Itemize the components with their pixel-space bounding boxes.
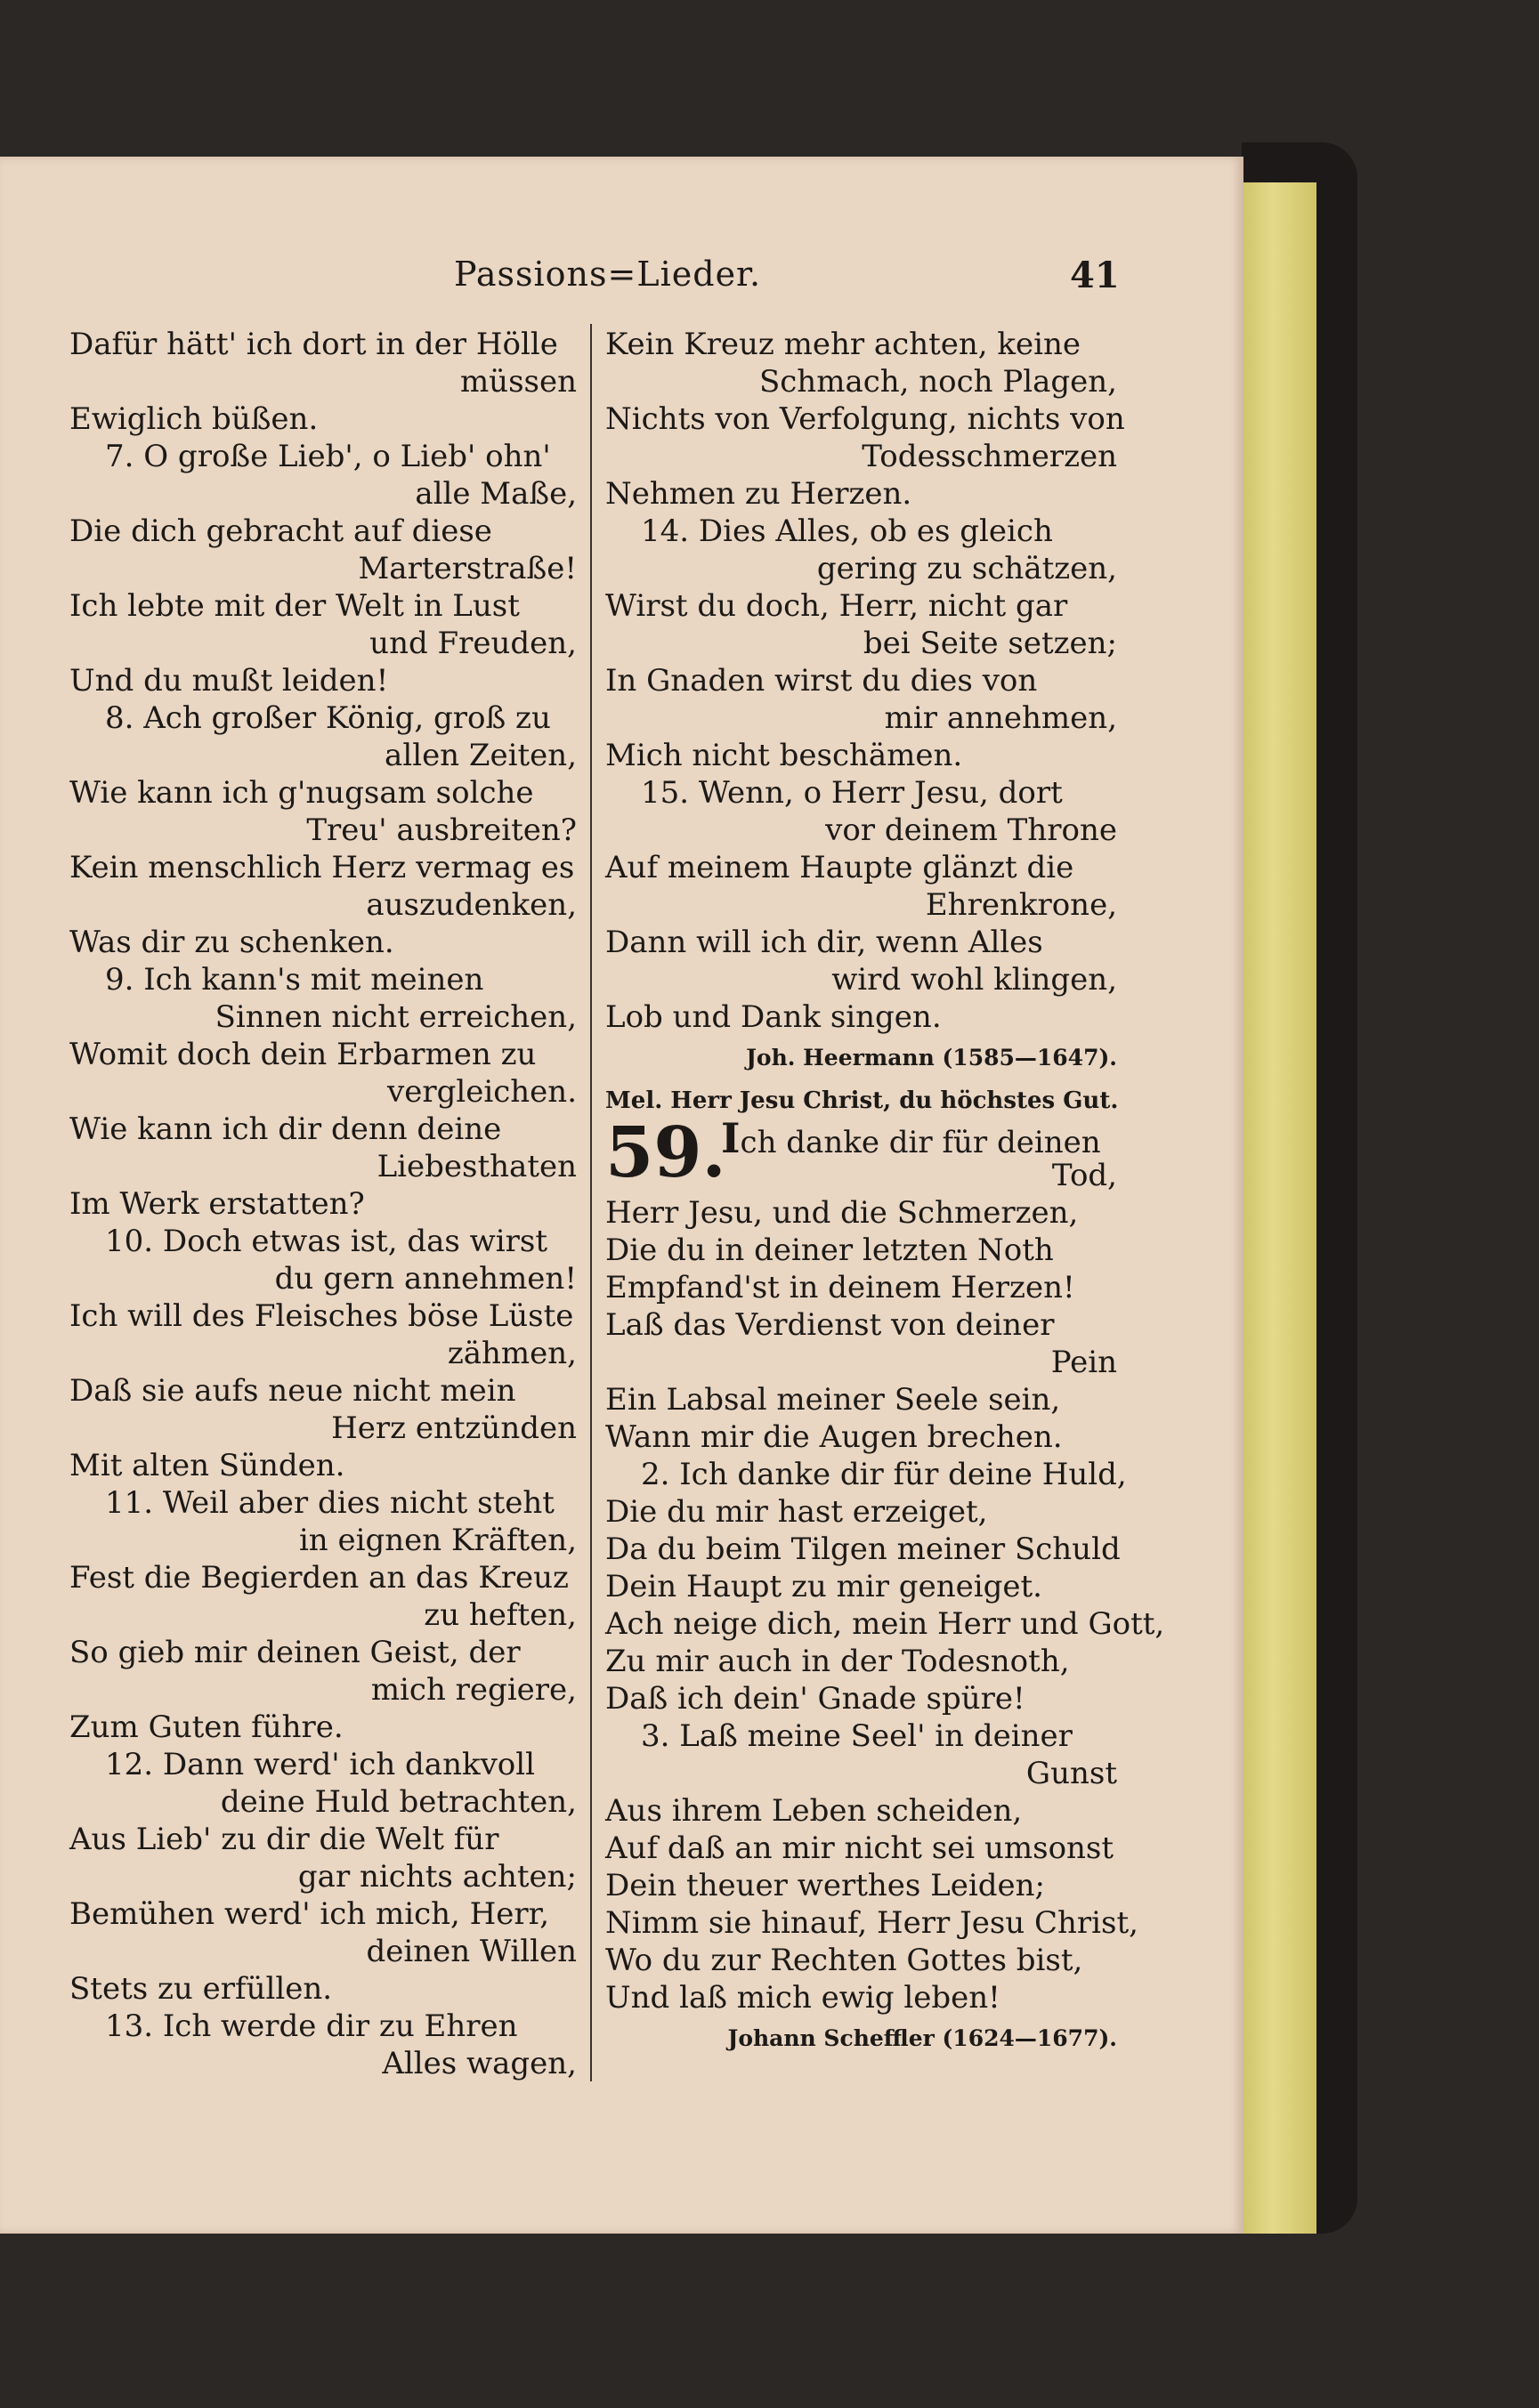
verse-line: 3. Laß meine Seel' in deiner	[641, 1718, 1073, 1754]
verse-line: Da du beim Tilgen meiner Schuld	[605, 1531, 1121, 1567]
verse-line: 15. Wenn, o Herr Jesu, dort	[641, 775, 1063, 811]
verse-line: mir annehmen,	[884, 700, 1117, 736]
verse-line: Mich nicht beschämen.	[605, 738, 963, 773]
verse-line: Ich will des Fleisches böse Lüste	[69, 1298, 574, 1334]
verse-line: Ich lebte mit der Welt in Lust	[69, 588, 520, 624]
verse-line: Wirst du doch, Herr, nicht gar	[605, 588, 1068, 624]
verse-line: Auf daß an mir nicht sei umsonst	[605, 1830, 1114, 1866]
column-divider	[590, 324, 592, 2081]
verse-line: Treu' ausbreiten?	[306, 812, 577, 848]
right-column	[605, 326, 1165, 2057]
verse-line: So gieb mir deinen Geist, der	[69, 1635, 521, 1670]
verse-line: Nimm sie hinauf, Herr Jesu Christ,	[605, 1905, 1138, 1941]
verse-line: Laß das Verdienst von deiner	[605, 1307, 1055, 1343]
verse-line: Herr Jesu, und die Schmerzen,	[605, 1195, 1079, 1231]
verse-line: Zum Guten führe.	[69, 1709, 344, 1745]
verse-line: vor deinem Throne	[825, 812, 1117, 848]
verse-line: Dafür hätt' ich dort in der Hölle	[69, 327, 558, 362]
verse-line: Schmach, noch Plagen,	[758, 364, 1117, 400]
verse-line: Bemühen werd' ich mich, Herr,	[69, 1896, 550, 1932]
verse-line: Stets zu erfüllen.	[69, 1971, 333, 2007]
running-head: Passions=Lieder.	[454, 255, 762, 294]
verse-line: Auf meinem Haupte glänzt die	[605, 850, 1074, 885]
verse-line: 11. Weil aber dies nicht steht	[105, 1485, 555, 1521]
verse-line: Dein theuer werthes Leiden;	[605, 1868, 1045, 1903]
verse-line: Die dich gebracht auf diese	[69, 513, 492, 549]
verse-line: gering zu schätzen,	[816, 551, 1117, 586]
hymn-first-line-cont: Tod,	[1051, 1158, 1117, 1193]
verse-line: und Freuden,	[369, 626, 577, 661]
page-number: 41	[1070, 255, 1120, 296]
verse-line: Fest die Begierden an das Kreuz	[69, 1560, 569, 1596]
verse-line: Ewiglich büßen.	[69, 401, 319, 437]
verse-line: Was dir zu schenken.	[69, 925, 394, 960]
right-column-top	[605, 326, 1125, 1036]
verse-line: mich regiere,	[370, 1672, 577, 1708]
verse-line: 13. Ich werde dir zu Ehren	[105, 2008, 518, 2044]
verse-line: Herz entzünden	[331, 1410, 577, 1446]
verse-line: 10. Doch etwas ist, das wirst	[105, 1224, 548, 1259]
verse-line: Wo du zur Rechten Gottes bist,	[605, 1943, 1083, 1978]
hymn-start	[605, 1112, 1117, 1194]
verse-line: Und laß mich ewig leben!	[605, 1980, 1000, 2016]
verse-line: deinen Willen	[366, 1934, 577, 1969]
verse-line: Mit alten Sünden.	[69, 1448, 345, 1483]
verse-line: alle Maße,	[415, 476, 577, 512]
verse-line: deine Huld betrachten,	[220, 1784, 577, 1820]
verse-line: 2. Ich danke dir für deine Huld,	[641, 1457, 1127, 1492]
verse-line: Die du in deiner letzten Noth	[605, 1232, 1054, 1268]
verse-line: Kein menschlich Herz vermag es	[69, 850, 575, 885]
verse-line: Ein Labsal meiner Seele sein,	[605, 1382, 1061, 1418]
verse-line: müssen	[459, 364, 577, 400]
verse-line: 9. Ich kann's mit meinen	[105, 962, 484, 998]
verse-line: Pein	[1050, 1345, 1117, 1380]
verse-line: Alles wagen,	[382, 2046, 577, 2081]
verse-line: Zu mir auch in der Todesnoth,	[605, 1644, 1070, 1679]
author-credit: Johann Scheffler (1624—1677).	[727, 2025, 1117, 2051]
page-edge	[1242, 182, 1316, 2234]
verse-line: Liebesthaten	[377, 1149, 577, 1184]
author-credit: Joh. Heermann (1585—1647).	[746, 1045, 1117, 1071]
hymn-first-line	[721, 1114, 1101, 1162]
verse-line: Daß sie aufs neue nicht mein	[69, 1373, 516, 1409]
verse-line: Sinnen nicht erreichen,	[215, 999, 577, 1035]
verse-line: Womit doch dein Erbarmen zu	[69, 1037, 537, 1072]
verse-line: Nehmen zu Herzen.	[605, 476, 912, 512]
verse-line: gar nichts achten;	[297, 1859, 577, 1895]
verse-line: Ach neige dich, mein Herr und Gott,	[605, 1606, 1165, 1642]
melody-line: Mel. Herr Jesu Christ, du höchstes Gut.	[605, 1087, 1119, 1114]
verse-line: Wie kann ich dir denn deine	[69, 1111, 502, 1147]
verse-line: Dein Haupt zu mir geneiget.	[605, 1569, 1042, 1604]
verse-line: Aus ihrem Leben scheiden,	[605, 1793, 1023, 1829]
verse-line: auszudenken,	[366, 887, 577, 923]
left-column	[69, 326, 577, 2082]
verse-line: Wann mir die Augen brechen.	[605, 1419, 1063, 1455]
verse-line: Und du mußt leiden!	[69, 663, 389, 699]
verse-line: Aus Lieb' zu dir die Welt für	[69, 1822, 499, 1857]
verse-line: in eignen Kräften,	[298, 1523, 577, 1558]
book-page	[0, 157, 1243, 2234]
right-column-bottom	[605, 1194, 1165, 2016]
verse-line: Wie kann ich g'nugsam solche	[69, 775, 534, 811]
verse-line: Empfand'st in deinem Herzen!	[605, 1270, 1075, 1305]
verse-line: Todesschmerzen	[862, 439, 1117, 474]
verse-line: 7. O große Lieb', o Lieb' ohn'	[105, 439, 551, 474]
verse-line: allen Zeiten,	[385, 738, 577, 773]
verse-line: Im Werk erstatten?	[69, 1186, 365, 1222]
verse-line: vergleichen.	[387, 1074, 577, 1110]
verse-line: wird wohl klingen,	[831, 962, 1117, 998]
verse-line: Daß ich dein' Gnade spüre!	[605, 1681, 1025, 1717]
verse-line: Ehrenkrone,	[925, 887, 1117, 923]
verse-line: du gern annehmen!	[274, 1261, 577, 1297]
verse-line: 12. Dann werd' ich dankvoll	[105, 1747, 535, 1782]
verse-line: Kein Kreuz mehr achten, keine	[605, 327, 1081, 362]
verse-line: zu heften,	[424, 1597, 577, 1633]
verse-line: bei Seite setzen;	[863, 626, 1117, 661]
verse-line: Nichts von Verfolgung, nichts von	[605, 401, 1125, 437]
verse-line: 14. Dies Alles, ob es gleich	[641, 513, 1053, 549]
verse-line: Gunst	[1025, 1756, 1117, 1791]
hymn-first-line-text: ch danke dir für deinen	[740, 1125, 1101, 1160]
hymn-dropcap: I	[721, 1114, 741, 1162]
verse-line: In Gnaden wirst du dies von	[605, 663, 1038, 699]
verse-line: Lob und Dank singen.	[605, 999, 942, 1035]
verse-line: Marterstraße!	[358, 551, 577, 586]
verse-line: zähmen,	[447, 1336, 577, 1371]
hymn-number: 59.	[605, 1112, 726, 1193]
verse-line: Die du mir hast erzeiget,	[605, 1494, 988, 1530]
verse-line: Dann will ich dir, wenn Alles	[605, 925, 1043, 960]
verse-line: 8. Ach großer König, groß zu	[105, 700, 551, 736]
